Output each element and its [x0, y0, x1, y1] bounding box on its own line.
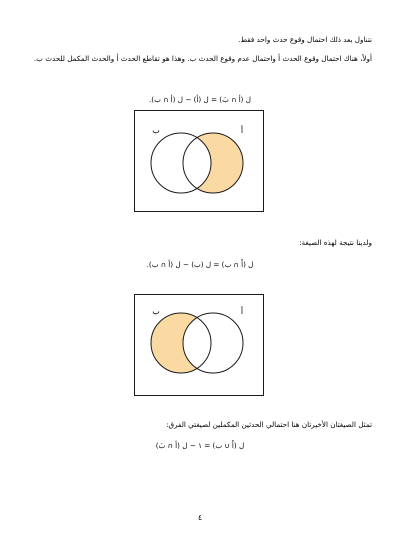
- formula-three: ل (أَ ∪ ب) = ١ − ل (أ ∩ بَ): [155, 441, 245, 450]
- venn-diagram-a-minus-b: [134, 110, 264, 212]
- venn-diagram-b-minus-a: [134, 294, 264, 396]
- last-paragraph: تمثل الصيغتان الأخيرتان هنا احتمالي الحدثين المكملين لصيغتي الفرق:: [166, 420, 372, 429]
- label-b: ب: [152, 307, 160, 316]
- formula-two: ل (أَ ∩ ب) = ل (ب) − ل (أ ∩ ب).: [146, 260, 254, 269]
- label-a: أ: [240, 126, 244, 135]
- label-b: ب: [152, 126, 160, 135]
- first-paragraph: أولاً، هناك احتمال وقوع الحدث أ واحتمال عدم وقوع الحدث ب. وهذا هو تقاطع الحدث أ والحدث المكمل للحدث ب.: [33, 54, 372, 63]
- page-number: ٤: [197, 513, 203, 522]
- label-a: أ: [240, 307, 244, 316]
- result-intro: ولدينا نتيجة لهذه الصيغة:: [299, 238, 372, 247]
- intro-text: نتناول بعد ذلك احتمال وقوع حدث واحد فقط.: [238, 35, 372, 44]
- formula-one: ل (أ ∩ بَ) = ل (أ) − ل (أ ∩ ب).: [149, 95, 251, 104]
